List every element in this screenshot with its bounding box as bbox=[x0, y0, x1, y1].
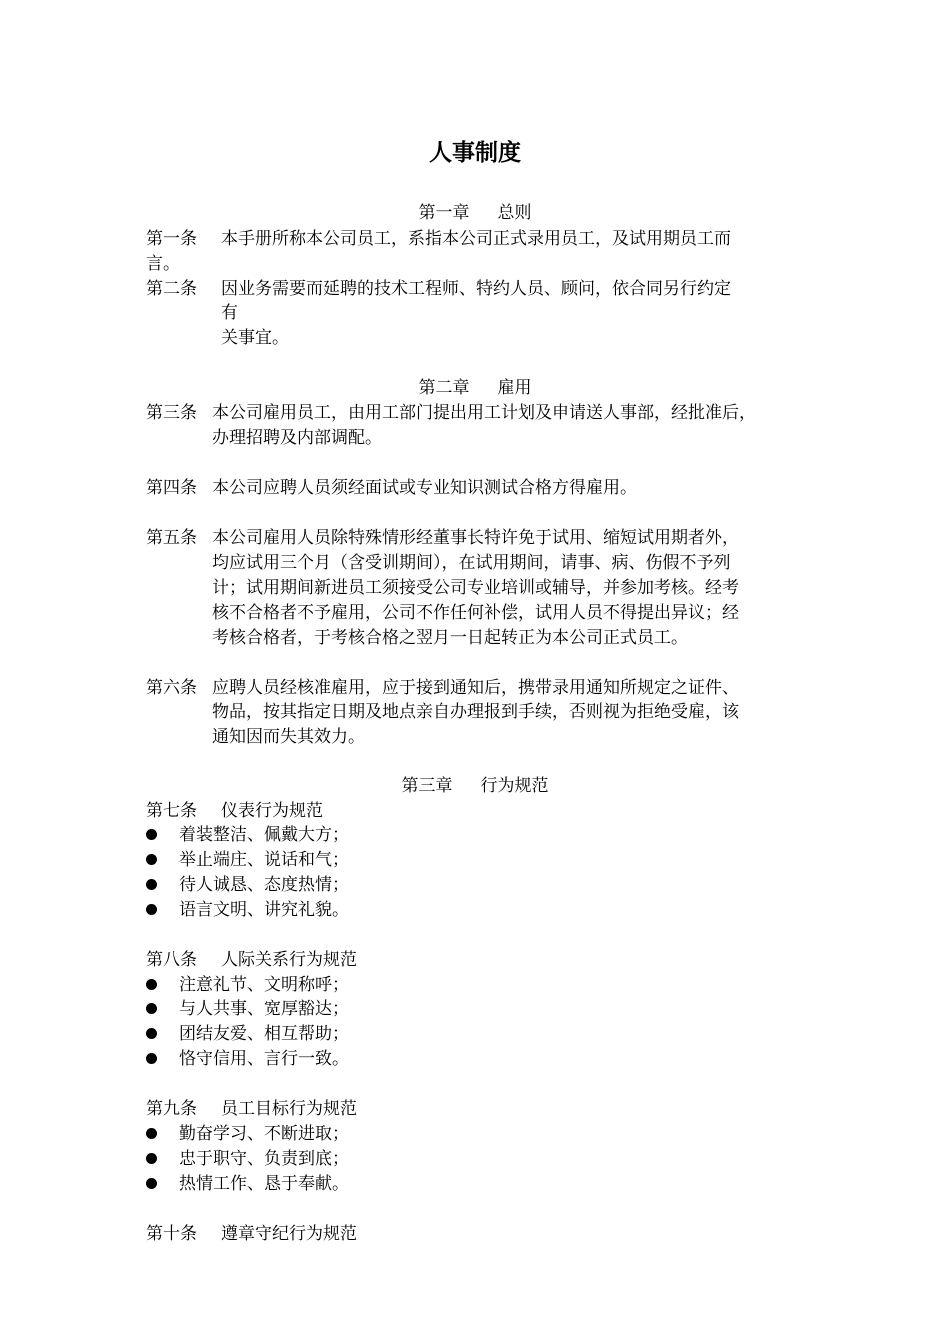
chapter-number: 第二章 bbox=[418, 378, 470, 398]
chapter-heading bbox=[0, 376, 950, 401]
article-label: 第五条 bbox=[146, 528, 197, 548]
article-label: 第六条 bbox=[146, 678, 197, 698]
chapter-name: 雇用 bbox=[497, 378, 532, 398]
article-text-line: 本公司雇用员工，由用工部门提出用工计划及申请送人事部，经批准后， bbox=[212, 403, 756, 423]
article-text-line: 考核合格者，于考核合格之翌月一日起转正为本公司正式员工。 bbox=[212, 628, 688, 648]
article-label: 第一条 bbox=[146, 229, 197, 249]
article-text-line: 有 bbox=[221, 303, 238, 323]
bullet-icon bbox=[146, 854, 157, 865]
bullet-icon bbox=[146, 1153, 157, 1164]
article-text-line: 言。 bbox=[146, 254, 180, 274]
article-text-line: 物品，按其指定日期及地点亲自办理报到手续，否则视为拒绝受雇，该 bbox=[212, 702, 739, 722]
article-label: 第二条 bbox=[146, 279, 197, 299]
article-label: 第四条 bbox=[146, 478, 197, 498]
chapter-heading bbox=[0, 774, 950, 799]
bullet-icon bbox=[146, 904, 157, 915]
bullet-icon bbox=[146, 1128, 157, 1139]
article-heading: 员工目标行为规范 bbox=[221, 1099, 357, 1119]
article-text-line: 核不合格者不予雇用，公司不作任何补偿，试用人员不得提出异议；经 bbox=[212, 603, 739, 623]
list-item: 待人诚恳、态度热情； bbox=[146, 873, 349, 898]
list-item: 语言文明、讲究礼貌。 bbox=[146, 898, 349, 923]
article-text-line: 应聘人员经核准雇用，应于接到通知后，携带录用通知所规定之证件、 bbox=[212, 678, 739, 698]
list-item: 着装整洁、佩戴大方； bbox=[146, 823, 349, 848]
article-heading: 人际关系行为规范 bbox=[221, 950, 357, 970]
list-item: 热情工作、恳于奉献。 bbox=[146, 1172, 349, 1197]
chapter-name: 总则 bbox=[497, 203, 532, 223]
bullet-icon bbox=[146, 1003, 157, 1014]
bullet-icon bbox=[146, 1053, 157, 1064]
bullet-icon bbox=[146, 1178, 157, 1189]
article-text-line: 关事宜。 bbox=[221, 328, 289, 348]
list-item: 团结友爱、相互帮助； bbox=[146, 1022, 349, 1047]
article-text-line: 本公司应聘人员须经面试或专业知识测试合格方得雇用。 bbox=[212, 478, 637, 498]
article-text-line: 本公司雇用人员除特殊情形经董事长特许免于试用、缩短试用期者外， bbox=[212, 528, 739, 548]
article-heading: 仪表行为规范 bbox=[221, 801, 323, 821]
article-text-line: 均应试用三个月（含受训期间），在试用期间，请事、病、伤假不予列 bbox=[212, 553, 731, 573]
article-text-line: 本手册所称本公司员工，系指本公司正式录用员工，及试用期员工而 bbox=[221, 229, 731, 249]
article-label: 第十条 bbox=[146, 1224, 197, 1244]
list-item: 恪守信用、言行一致。 bbox=[146, 1047, 349, 1072]
chapter-name: 行为规范 bbox=[480, 776, 549, 796]
article-heading: 遵章守纪行为规范 bbox=[221, 1224, 357, 1244]
article-label: 第七条 bbox=[146, 801, 197, 821]
chapter-heading bbox=[0, 201, 950, 226]
list-item: 与人共事、宽厚豁达； bbox=[146, 997, 349, 1022]
list-item: 注意礼节、文明称呼； bbox=[146, 973, 349, 998]
bullet-icon bbox=[146, 829, 157, 840]
chapter-number: 第三章 bbox=[401, 776, 453, 796]
bullet-icon bbox=[146, 1028, 157, 1039]
article-label: 第三条 bbox=[146, 403, 197, 423]
bullet-icon bbox=[146, 979, 157, 990]
list-item: 举止端庄、说话和气； bbox=[146, 848, 349, 873]
article-label: 第九条 bbox=[146, 1099, 197, 1119]
chapter-number: 第一章 bbox=[418, 203, 470, 223]
list-item: 忠于职守、负责到底； bbox=[146, 1147, 349, 1172]
article-label: 第八条 bbox=[146, 950, 197, 970]
document-title: 人事制度 bbox=[429, 139, 521, 166]
article-text-line: 因业务需要而延聘的技术工程师、特约人员、顾问，依合同另行约定 bbox=[221, 279, 731, 299]
article-text-line: 通知因而失其效力。 bbox=[212, 727, 365, 747]
article-text-line: 办理招聘及内部调配。 bbox=[212, 428, 382, 448]
article-text-line: 计；试用期间新进员工须接受公司专业培训或辅导，并参加考核。经考 bbox=[212, 578, 739, 598]
list-item: 勤奋学习、不断进取； bbox=[146, 1122, 349, 1147]
bullet-icon bbox=[146, 879, 157, 890]
